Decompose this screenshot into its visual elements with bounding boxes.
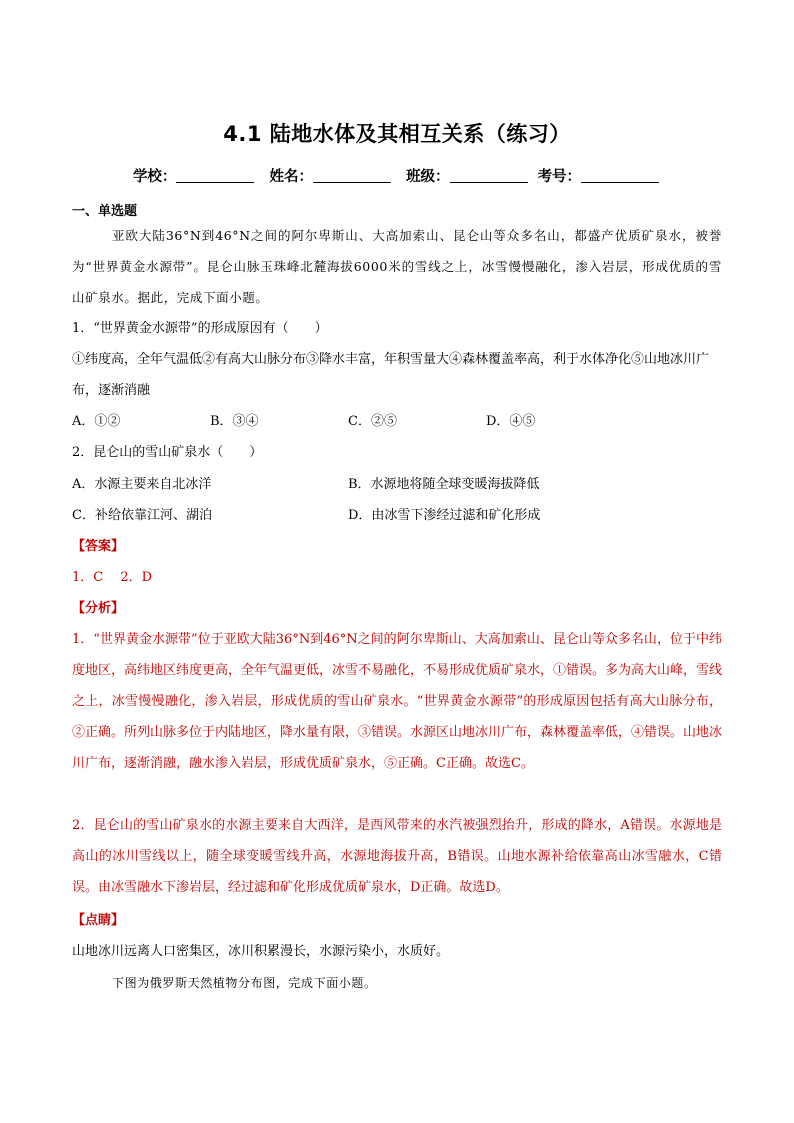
q1-option-c[interactable]: C．②⑤ xyxy=(348,414,397,429)
q2-options-row-2 xyxy=(72,500,732,531)
q2-options-row-1 xyxy=(72,469,732,500)
q1-options xyxy=(72,406,732,437)
point-text: 山地冰川远离人口密集区，冰川积累漫长，水源污染小，水质好。 xyxy=(72,944,450,959)
analysis-2: 2．昆仑山的雪山矿泉水的水源主要来自大西洋，是西风带来的水汽被强烈抬升，形成的降水，A错误。水源地是高山的冰川雪线以上，随全球变暖雪线升高，水源地海拔升高，B错误。山地水源补给依靠高山冰雪融水，C错误。由冰雪融水下渗岩层，经过滤和矿化形成优质矿泉水，D正确。故选D。 xyxy=(72,818,722,895)
passage-1: 亚欧大陆36°N到46°N之间的阿尔卑斯山、大高加索山、昆仑山等众多名山，都盛产优质矿泉水，被誉为“世界黄金水源带”。昆仑山脉玉珠峰北麓海拔6000米的雪线之上，冰雪慢慢融化，渗入岩层，形成优质的雪山矿泉水。据此，完成下面小题。 xyxy=(72,228,722,305)
q1-stem: 1．“世界黄金水源带”的形成原因有（ ） xyxy=(72,321,328,336)
analysis-1: 1．“世界黄金水源带”位于亚欧大陆36°N到46°N之间的阿尔卑斯山、大高加索山、昆仑山等众多名山，位于中纬度地区，高纬地区纬度更高，全年气温更低，冰雪不易融化，不易形成优质矿泉水，①错误。多为高大山峰，雪线之上，冰雪慢慢融化，渗入岩层，形成优质的雪山矿泉水。“世界黄金水源带”的形成原因包括有高大山脉分布，②正确。所列山脉多位于内陆地区，降水量有限，③错误。水源区山地冰川广布，森林覆盖率低，④错误。山地冰川广布，逐渐消融，融水渗入岩层，形成优质矿泉水，⑤正确。C正确。故选C。 xyxy=(72,632,723,771)
point-tag: 【点睛】 xyxy=(72,913,125,928)
page-title: 4.1 陆地水体及其相互关系（练习） xyxy=(223,122,571,146)
name-blank[interactable] xyxy=(313,168,391,183)
student-info-row xyxy=(0,165,794,186)
section-heading: 一、单选题 xyxy=(72,204,138,219)
exam-no-label: 考号： xyxy=(537,169,582,185)
q1-option-a[interactable]: A．①② xyxy=(72,414,121,429)
q1-option-d[interactable]: D．④⑤ xyxy=(486,414,536,429)
answer-tag: 【答案】 xyxy=(72,539,125,554)
q2-option-b[interactable]: B．水源地将随全球变暖海拔降低 xyxy=(348,477,540,492)
q2-option-c[interactable]: C．补给依靠江河、湖泊 xyxy=(72,508,212,523)
answer-text: 1．C 2．D xyxy=(72,570,153,585)
analysis-tag: 【分析】 xyxy=(72,601,125,616)
q1-option-b[interactable]: B．③④ xyxy=(210,414,259,429)
exam-no-blank[interactable] xyxy=(581,168,659,183)
school-blank[interactable] xyxy=(176,168,254,183)
q2-option-d[interactable]: D．由冰雪下渗经过滤和矿化形成 xyxy=(348,508,541,523)
school-label: 学校： xyxy=(132,169,177,185)
class-label: 班级： xyxy=(406,169,450,185)
passage-2: 下图为俄罗斯天然植物分布图，完成下面小题。 xyxy=(112,976,377,990)
class-blank[interactable] xyxy=(450,168,528,183)
q2-option-a[interactable]: A．水源主要来自北冰洋 xyxy=(72,477,212,492)
name-label: 姓名： xyxy=(269,169,313,185)
q2-stem: 2．昆仑山的雪山矿泉水（ ） xyxy=(72,445,263,460)
q1-items: ①纬度高，全年气温低②有高大山脉分布③降水丰富，年积雪量大④森林覆盖率高，利于水体净化⑤山地冰川广布，逐渐消融 xyxy=(72,352,710,398)
